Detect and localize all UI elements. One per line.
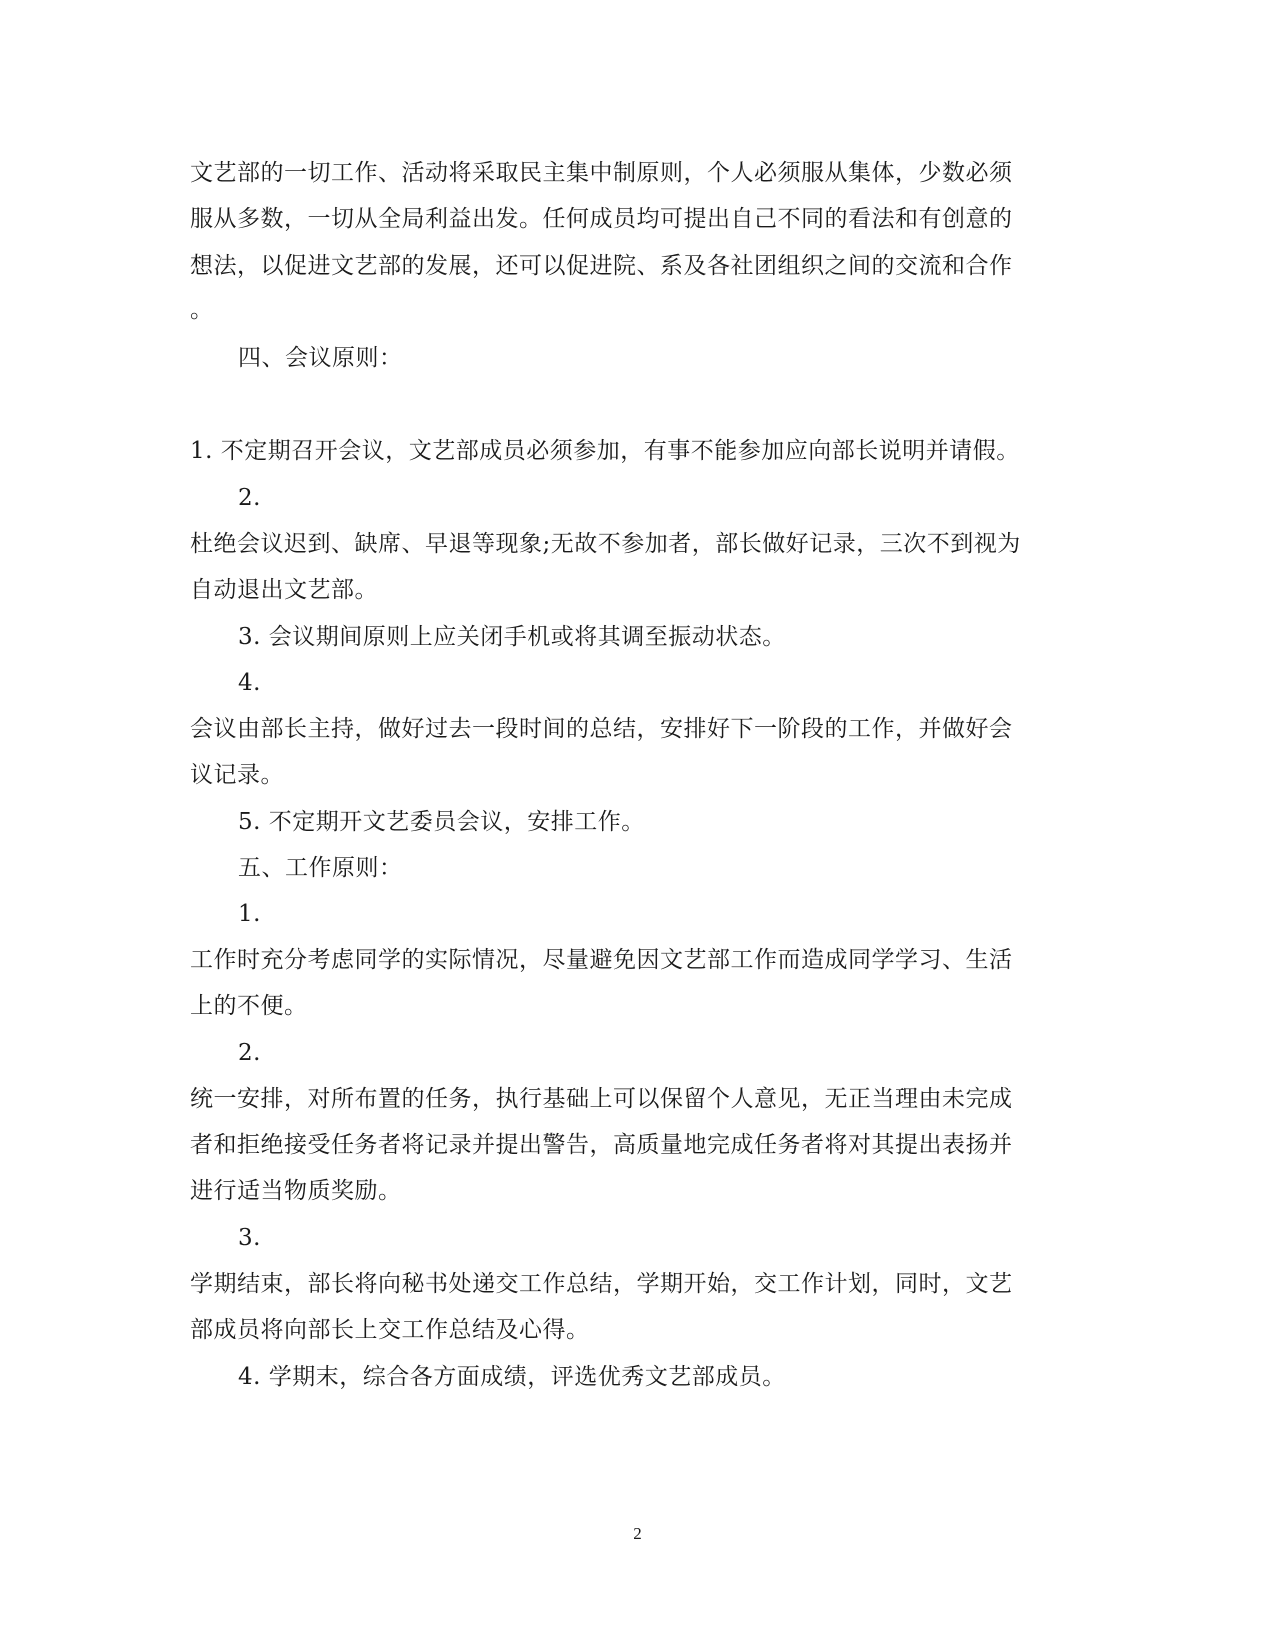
list-item: 议记录。 bbox=[190, 762, 284, 788]
list-item: 杜绝会议迟到、缺席、早退等现象;无故不参加者，部长做好记录，三次不到视为 bbox=[190, 531, 1021, 557]
list-item: 4. 学期末，综合各方面成绩，评选优秀文艺部成员。 bbox=[238, 1364, 786, 1390]
list-item: 工作时充分考虑同学的实际情况，尽量避免因文艺部工作而造成同学学习、生活 bbox=[190, 947, 1013, 973]
list-item: 1. 不定期召开会议，文艺部成员必须参加，有事不能参加应向部长说明并请假。 bbox=[190, 438, 1020, 464]
list-item: 学期结束，部长将向秘书处递交工作总结，学期开始，交工作计划，同时，文艺 bbox=[190, 1271, 1013, 1297]
list-item: 3. 会议期间原则上应关闭手机或将其调至振动状态。 bbox=[238, 624, 786, 650]
list-number: 1. bbox=[238, 901, 261, 927]
list-item: 进行适当物质奖励。 bbox=[190, 1178, 402, 1204]
list-number: 3. bbox=[238, 1225, 261, 1251]
list-item: 上的不便。 bbox=[190, 993, 308, 1019]
list-item: 会议由部长主持，做好过去一段时间的总结，安排好下一阶段的工作，并做好会 bbox=[190, 716, 1013, 742]
page-number: 2 bbox=[633, 1524, 642, 1543]
list-item: 统一安排，对所布置的任务，执行基础上可以保留个人意见，无正当理由未完成 bbox=[190, 1086, 1013, 1112]
list-number: 2. bbox=[238, 1040, 261, 1066]
list-item: 者和拒绝接受任务者将记录并提出警告，高质量地完成任务者将对其提出表扬并 bbox=[190, 1132, 1013, 1158]
list-number: 2. bbox=[238, 485, 261, 511]
paragraph-line: 想法，以促进文艺部的发展，还可以促进院、系及各社团组织之间的交流和合作 bbox=[190, 253, 1013, 279]
section-heading: 四、会议原则： bbox=[238, 345, 403, 371]
paragraph-line: 文艺部的一切工作、活动将采取民主集中制原则，个人必须服从集体，少数必须 bbox=[190, 160, 1013, 186]
section-heading: 五、工作原则： bbox=[238, 855, 403, 881]
paragraph-line: 服从多数，一切从全局利益出发。任何成员均可提出自己不同的看法和有创意的 bbox=[190, 206, 1013, 232]
list-number: 4. bbox=[238, 670, 261, 696]
list-item: 5. 不定期开文艺委员会议，安排工作。 bbox=[238, 809, 645, 835]
paragraph-line: 。 bbox=[190, 297, 214, 323]
list-item: 部成员将向部长上交工作总结及心得。 bbox=[190, 1317, 590, 1343]
list-item: 自动退出文艺部。 bbox=[190, 577, 378, 603]
